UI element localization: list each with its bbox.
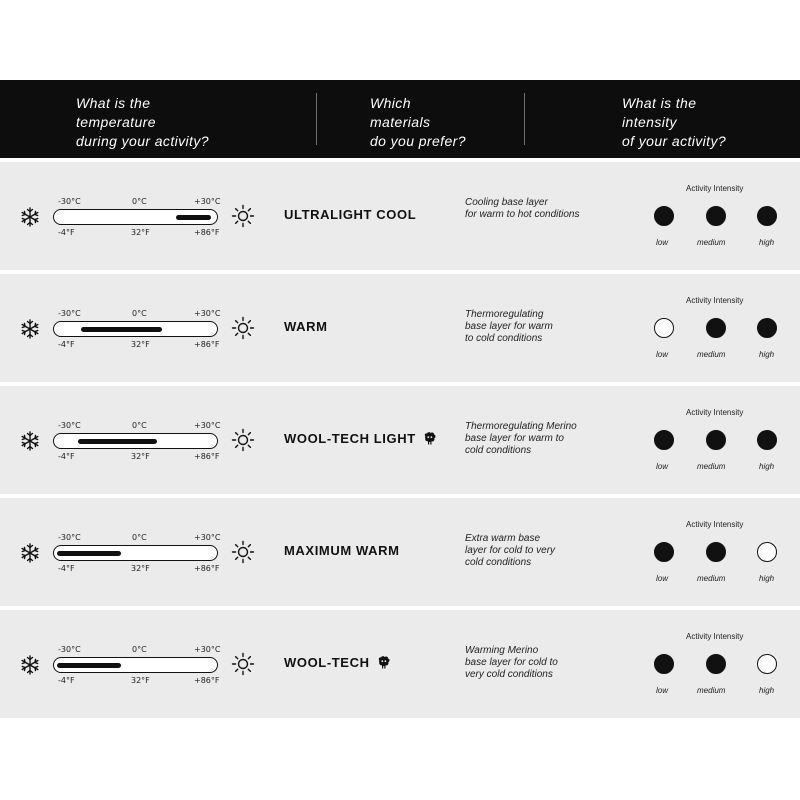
description-line: base layer for cold to [465,657,558,668]
sun-icon [231,316,255,340]
snowflake-icon [20,319,40,339]
sun-icon [231,204,255,228]
scale-label-celsius-min: -30°C [58,533,81,542]
product-description [465,421,615,457]
product-description [465,645,615,681]
scale-label-fahrenheit-max: +86°F [194,676,220,685]
product-row [0,162,800,270]
scale-label-celsius-mid: 0°C [132,533,147,542]
intensity-label-high: high [759,350,775,359]
scale-label-fahrenheit-min: -4°F [58,340,75,349]
product-row [0,498,800,606]
description-line: layer for cold to very [465,545,556,556]
intensity-dot-low [654,430,674,450]
scale-label-fahrenheit-max: +86°F [194,340,220,349]
product-row [0,386,800,494]
description-line: base layer for warm [465,321,553,332]
scale-label-celsius-max: +30°C [194,533,221,542]
snowflake-icon [20,431,40,451]
description-line: Thermoregulating [465,309,544,320]
scale-label-celsius-mid: 0°C [132,197,147,206]
sun-icon [231,540,255,564]
product-name: MAXIMUM WARM [284,543,400,558]
product-row [0,274,800,382]
scale-label-celsius-max: +30°C [194,309,221,318]
scale-label-celsius-min: -30°C [58,197,81,206]
scale-label-fahrenheit-max: +86°F [194,228,220,237]
activity-intensity-title: Activity Intensity [686,632,744,641]
intensity-label-high: high [759,462,775,471]
intensity-dot-high [757,318,777,338]
activity-intensity-title: Activity Intensity [686,296,744,305]
scale-label-fahrenheit-min: -4°F [58,564,75,573]
scale-label-celsius-max: +30°C [194,421,221,430]
header-materials-question: Which materials do you prefer? [370,95,466,149]
intensity-dot-high [757,206,777,226]
description-line: cold conditions [465,445,532,456]
product-description [465,533,615,569]
product-row [0,610,800,718]
intensity-dot-high [757,542,777,562]
intensity-label-medium: medium [697,350,726,359]
scale-label-fahrenheit-min: -4°F [58,452,75,461]
intensity-label-medium: medium [697,686,726,695]
scale-label-fahrenheit-mid: 32°F [131,228,150,237]
intensity-dot-medium [706,430,726,450]
description-line: very cold conditions [465,669,553,680]
activity-intensity-title: Activity Intensity [686,520,744,529]
product-name: WOOL-TECH LIGHT [284,431,416,446]
temperature-range-bar [53,433,218,449]
scale-label-fahrenheit-max: +86°F [194,564,220,573]
temperature-range-bar [53,321,218,337]
scale-label-fahrenheit-min: -4°F [58,228,75,237]
product-name: ULTRALIGHT COOL [284,207,417,222]
description-line: Cooling base layer [465,197,548,208]
sheep-wool-icon [422,430,438,446]
temperature-range-bar [53,657,218,673]
header-temperature-question: What is the temperature during your activity? [76,95,209,149]
intensity-dot-high [757,654,777,674]
temperature-range-fill [81,327,162,332]
description-line: base layer for warm to [465,433,564,444]
intensity-label-low: low [656,686,669,695]
temperature-range-fill [57,663,122,668]
snowflake-icon [20,655,40,675]
intensity-label-medium: medium [697,574,726,583]
scale-label-fahrenheit-mid: 32°F [131,676,150,685]
intensity-label-low: low [656,462,669,471]
intensity-label-medium: medium [697,238,726,247]
intensity-label-medium: medium [697,462,726,471]
scale-label-celsius-mid: 0°C [132,421,147,430]
intensity-dot-high [757,430,777,450]
sheep-wool-icon [376,654,392,670]
description-line: for warm to hot conditions [465,209,580,220]
scale-label-celsius-max: +30°C [194,645,221,654]
intensity-dot-medium [706,654,726,674]
intensity-dot-medium [706,542,726,562]
scale-label-celsius-min: -30°C [58,421,81,430]
description-line: Warming Merino [465,645,539,656]
description-line: Extra warm base [465,533,541,544]
scale-label-celsius-min: -30°C [58,645,81,654]
snowflake-icon [20,543,40,563]
intensity-dot-low [654,318,674,338]
scale-label-fahrenheit-mid: 32°F [131,452,150,461]
scale-label-celsius-mid: 0°C [132,645,147,654]
scale-label-fahrenheit-max: +86°F [194,452,220,461]
intensity-dot-low [654,542,674,562]
intensity-label-low: low [656,574,669,583]
product-description [465,197,615,221]
description-line: Thermoregulating Merino [465,421,577,432]
scale-label-celsius-min: -30°C [58,309,81,318]
temperature-range-fill [176,215,211,220]
scale-label-celsius-mid: 0°C [132,309,147,318]
intensity-dot-low [654,206,674,226]
scale-label-fahrenheit-min: -4°F [58,676,75,685]
scale-label-fahrenheit-mid: 32°F [131,564,150,573]
intensity-label-high: high [759,574,775,583]
sun-icon [231,652,255,676]
scale-label-fahrenheit-mid: 32°F [131,340,150,349]
description-line: cold conditions [465,557,532,568]
temperature-range-bar [53,209,218,225]
header-divider [524,93,525,145]
intensity-label-high: high [759,686,775,695]
product-description [465,309,615,345]
intensity-label-high: high [759,238,775,247]
activity-intensity-title: Activity Intensity [686,408,744,417]
activity-intensity-title: Activity Intensity [686,184,744,193]
intensity-dot-medium [706,206,726,226]
temperature-range-fill [57,551,122,556]
intensity-dot-low [654,654,674,674]
intensity-label-low: low [656,238,669,247]
temperature-range-bar [53,545,218,561]
product-name: WARM [284,319,328,334]
intensity-label-low: low [656,350,669,359]
intensity-dot-medium [706,318,726,338]
description-line: to cold conditions [465,333,543,344]
header-intensity-question: What is the intensity of your activity? [622,95,727,149]
scale-label-celsius-max: +30°C [194,197,221,206]
product-name: WOOL-TECH [284,655,370,670]
header-bar [0,80,800,158]
sun-icon [231,428,255,452]
header-divider [316,93,317,145]
temperature-range-fill [78,439,156,444]
snowflake-icon [20,207,40,227]
